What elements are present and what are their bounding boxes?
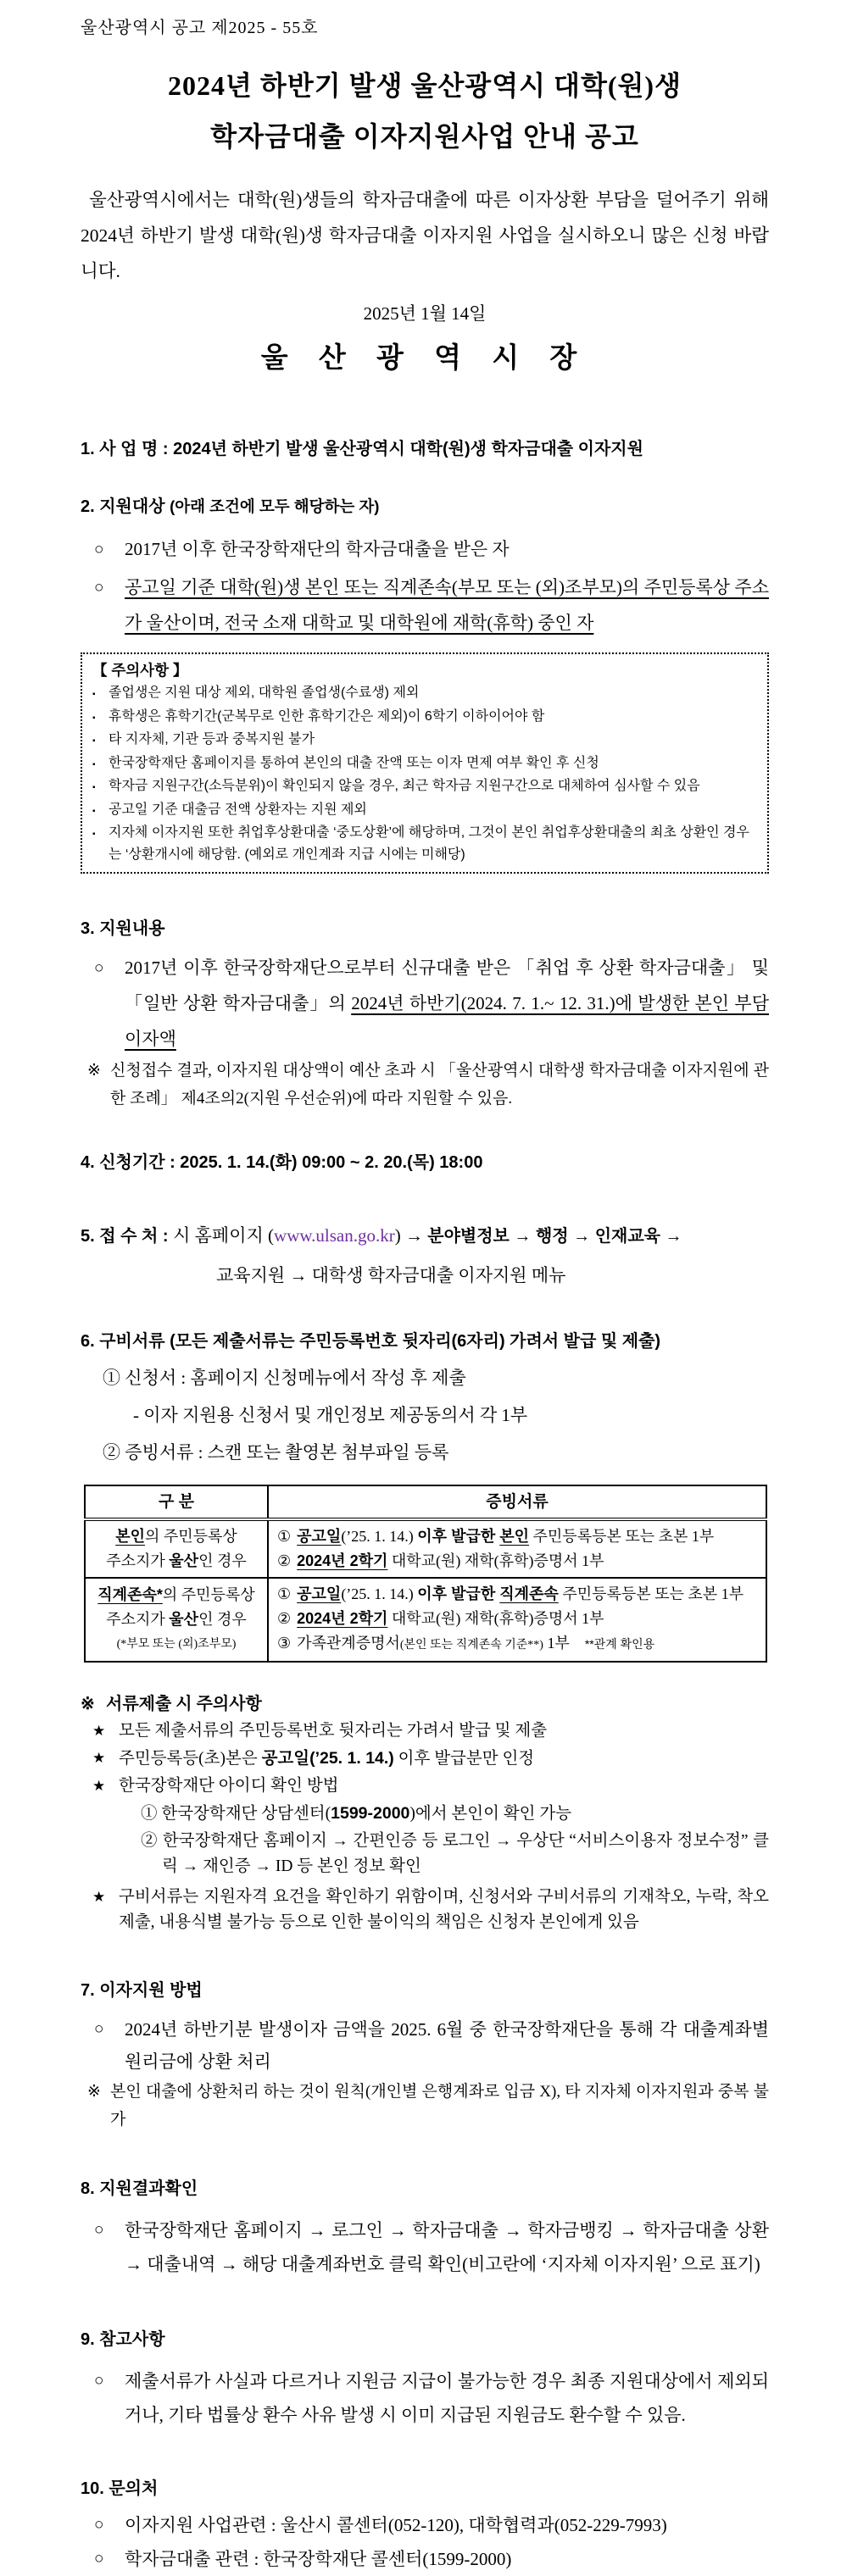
table-header-row	[85, 1485, 766, 1519]
list-item	[81, 2213, 769, 2281]
case-self-line-2	[89, 1549, 264, 1574]
case-self-rest-1: 의 주민등록상	[144, 1528, 237, 1545]
square-bullet-icon: ▪	[92, 759, 96, 769]
callcenter-rest: )에서 본인이 확인 가능	[409, 1805, 572, 1823]
id-check-method-1	[81, 1801, 769, 1827]
docs-self-line-2	[277, 1549, 757, 1574]
docs-issued-after: 이후 발급한	[417, 1528, 500, 1545]
docs-enrollment-rest: 대학교(원) 재학(휴학)증명서 1부	[387, 1552, 604, 1569]
case-self-keyword: 본인	[115, 1528, 145, 1545]
submission-caution-heading	[81, 1691, 769, 1717]
section-5-heading	[81, 1221, 769, 1251]
square-bullet-icon: ▪	[92, 783, 96, 792]
circle-bullet-icon: ○	[94, 2221, 104, 2239]
star-bullet-icon: ★	[92, 1723, 106, 1739]
table-row	[85, 1519, 766, 1578]
docs-date: (’25. 1. 14.)	[341, 1528, 418, 1545]
docs-self-cell	[268, 1519, 766, 1578]
case-self-pre-2: 주소지가	[106, 1552, 170, 1569]
circle-bullet-icon: ○	[94, 2550, 104, 2568]
square-bullet-icon: ▪	[92, 713, 96, 723]
caution-item	[92, 799, 757, 823]
section-2-subtitle: (아래 조건에 모두 해당하는 자)	[170, 497, 380, 515]
reg-copy-pre: 주민등록등(초)본은	[119, 1750, 262, 1768]
square-bullet-icon: ▪	[92, 830, 96, 839]
circled-1-icon: ①	[277, 1528, 292, 1545]
docs-asc-line-2	[277, 1607, 757, 1631]
circled-2-icon: ②	[277, 1552, 292, 1569]
repayment-note-text: 본인 대출에 상환처리 하는 것이 원칙(개인별 은행계좌로 입금 X), 타 지자체 이자지원과 중복 불가	[110, 2083, 769, 2129]
section-7-heading: 7. 이자지원 방법	[81, 1981, 203, 2000]
table-header-category: 구 분	[85, 1485, 268, 1519]
section-4-heading: 4. 신청기간 : 2025. 1. 14.(화) 09:00 ~ 2. 20.(목) 18:00	[81, 1153, 483, 1172]
circle-bullet-icon: ○	[94, 2516, 104, 2534]
required-doc-item-1: ① 신청서 : 홈페이지 신청메뉴에서 작성 후 제출	[103, 1368, 466, 1388]
circle-bullet-icon: ○	[94, 959, 104, 977]
case-ascendant-cell	[85, 1578, 268, 1662]
table-row	[85, 1578, 766, 1662]
docs-date-keyword: 공고일	[297, 1528, 342, 1545]
title-line-2: 학자금대출 이자지원사업 안내 공고	[210, 121, 639, 152]
id-check-method-2: ② 한국장학재단 홈페이지 → 간편인증 등 로그인 → 우상단 “서비스이용자 정보수정” 클릭 → 재인증 → ID 등 본인 정보 확인	[141, 1832, 769, 1875]
caution-item	[92, 752, 757, 776]
square-bullet-icon: ▪	[92, 690, 96, 699]
reference-text: 제출서류가 사실과 다르거나 지원금 지급이 불가능한 경우 최종 지원대상에서 제외되거나, 기타 법률상 환수 사유 발생 시 이미 지급된 지원금도 환수할 수 있음.	[125, 2371, 769, 2425]
docs-semester-keyword: 2024년 2학기	[297, 1552, 388, 1569]
caution-text: 지자체 이자지원 또한 취업후상환대출 ‘중도상환’에 해당하며, 그것이 본인 취업후상환대출의 최초 상환인 경우는 ‘상환개시에 해당함. (예외로 개인계좌 지급 시에는 미해당)	[109, 825, 749, 862]
requirements-table	[84, 1485, 767, 1663]
ulsan-website-link[interactable]: www.ulsan.go.kr	[274, 1225, 395, 1246]
docs-self-rest: 주민등록등본 또는 초본 1부	[529, 1528, 715, 1545]
support-content-text: 2017년 이후 한국장학재단으로부터 신규대출 받은 「취업 후 상환 학자금대출」 및 「일반 상환 학자금대출」의	[125, 958, 769, 1013]
section-6-heading: 6. 구비서류 (모든 제출서류는 주민등록번호 뒷자리(6자리) 가려서 발급 및 제출)	[81, 1332, 661, 1351]
docs-enrollment-rest: 대학교(원) 재학(휴학)증명서 1부	[387, 1610, 604, 1627]
case-asc-ulsan: 울산	[169, 1611, 199, 1628]
issuer-name: 울 산 광 역 시 장	[260, 343, 589, 374]
section-8-heading: 8. 지원결과확인	[81, 2179, 198, 2198]
case-self-rest-2: 인 경우	[198, 1552, 247, 1569]
intro-paragraph: 울산광역시에서는 대학(원)생들의 학자금대출에 따른 이자상환 부담을 덜어주기 위해 2024년 하반기 발생 대학(원)생 학자금대출 이자지원 사업을 실시하오니 많은 신청 바랍니다.	[81, 190, 769, 281]
list-item	[81, 2013, 769, 2078]
relation-check-note: **관계 확인용	[584, 1637, 655, 1651]
caution-box	[81, 652, 769, 874]
menu-path-line-2: 교육지원 → 대학생 학자금대출 이자지원 메뉴	[216, 1265, 566, 1285]
required-doc-item-2: ② 증빙서류 : 스캔 또는 촬영본 첨부파일 등록	[103, 1442, 449, 1463]
required-doc-item-1-sub: - 이자 지원용 신청서 및 개인정보 제공동의서 각 1부	[133, 1405, 528, 1425]
case-self-cell	[85, 1519, 268, 1578]
list-item	[81, 569, 769, 641]
case-asc-rest-1: 의 주민등록상	[162, 1586, 255, 1603]
family-cert-count: 1부	[543, 1635, 570, 1652]
eligibility-item-1: 2017년 이후 한국장학재단의 학자금대출을 받은 자	[125, 539, 510, 559]
docs-semester-keyword: 2024년 2학기	[297, 1610, 388, 1627]
caution-item	[92, 775, 757, 799]
budget-note	[81, 1057, 769, 1113]
case-asc-rest-2: 인 경우	[198, 1611, 247, 1628]
caution-text: 졸업생은 지원 대상 제외, 대학원 졸업생(수료생) 제외	[109, 686, 420, 700]
budget-note-text: 신청접수 결과, 이자지원 대상액이 예산 초과 시 「울산광역시 대학생 학자금대출 이자지원에 관한 조례」 제4조의2(지원 우선순위)에 따라 지원할 수 있음.	[110, 1062, 769, 1108]
reg-copy-date: 공고일(’25. 1. 14.)	[261, 1749, 394, 1768]
star-item-text	[119, 1746, 769, 1772]
family-cert-text: 가족관계증명서	[297, 1635, 400, 1652]
eligibility-item-2: 공고일 기준 대학(원)생 본인 또는 직계존속(부모 또는 (외)조부모)의 주민등록상 주소가 울산이며, 전국 소재 대학교 및 대학원에 재학(휴학) 중인 자	[125, 577, 769, 633]
table-header-documents: 증빙서류	[268, 1485, 766, 1519]
list-item	[81, 950, 769, 1057]
star-bullet-icon: ★	[92, 1889, 106, 1905]
caution-item	[92, 729, 757, 752]
caution-text: 공고일 기준 대출금 전액 상환자는 지원 제외	[109, 802, 367, 817]
case-self-ulsan: 울산	[169, 1552, 199, 1569]
case-self-line-1	[89, 1524, 264, 1549]
square-bullet-icon: ▪	[92, 806, 96, 816]
homepage-text: 시 홈페이지 (	[173, 1225, 275, 1246]
docs-date: (’25. 1. 14.)	[341, 1585, 418, 1602]
support-content	[125, 950, 769, 1057]
star-item	[81, 1774, 769, 1799]
notice-number: 울산광역시 공고 제2025 - 55호	[81, 19, 319, 37]
section-10-heading: 10. 문의처	[81, 2479, 159, 2498]
result-check-path: 한국장학재단 홈페이지 → 로그인 → 학자금대출 → 학자금뱅킹 → 학자금대출 상환 → 대출내역 → 해당 대출계좌번호 클릭 확인(비고란에 ‘지자체 이자지원’ 으로 표기)	[125, 2220, 769, 2274]
circle-bullet-icon: ○	[94, 579, 104, 597]
arrow-text: ) →	[394, 1225, 428, 1246]
callcenter-number: 1599-2000	[331, 1804, 410, 1823]
section-9-heading: 9. 참고사항	[81, 2330, 165, 2349]
reg-copy-rest: 이후 발급분만 인정	[393, 1750, 535, 1768]
section-1-heading: 1. 사 업 명 : 2024년 하반기 발생 울산광역시 대학(원)생 학자금대출 이자지원	[81, 440, 643, 458]
interest-method-text: 2024년 하반기분 발생이자 금액을 2025. 6월 중 한국장학재단을 통해 각 대출계좌별 원리금에 상환 처리	[125, 2019, 769, 2072]
square-bullet-icon: ▪	[92, 736, 96, 746]
docs-date-keyword: 공고일	[297, 1585, 342, 1602]
list-item	[81, 531, 769, 568]
caution-text: 휴학생은 휴학기간(군복무로 인한 휴학기간은 제외)이 6학기 이하이어야 함	[109, 708, 545, 724]
caution-text: 한국장학재단 홈페이지를 통하여 본인의 대출 잔액 또는 이자 면제 여부 확인 후 신청	[109, 755, 599, 770]
star-item	[81, 1885, 769, 1935]
case-asc-pre-2: 주소지가	[106, 1611, 170, 1628]
docs-self-keyword: 본인	[499, 1528, 530, 1545]
docs-asc-line-1	[277, 1582, 757, 1607]
section-5-label: 5. 접 수 처 :	[81, 1227, 174, 1246]
section-2-heading	[81, 494, 769, 519]
circle-bullet-icon: ○	[94, 2020, 104, 2038]
reference-mark-icon: ※	[81, 1695, 95, 1713]
page-title	[81, 60, 769, 162]
submission-caution-title: 서류제출 시 주의사항	[106, 1695, 262, 1713]
circled-3-icon: ③	[277, 1635, 292, 1652]
reference-mark-icon: ※	[87, 2083, 101, 2101]
star-bullet-icon: ★	[92, 1750, 106, 1766]
case-asc-footnote: (*부모 또는 (외)조부모)	[116, 1638, 237, 1651]
list-item	[81, 2364, 769, 2432]
circle-bullet-icon: ○	[94, 541, 104, 558]
repayment-note	[81, 2078, 769, 2134]
case-asc-line-2	[89, 1607, 264, 1632]
case-asc-keyword: 직계존속*	[97, 1586, 163, 1603]
caution-item	[92, 682, 757, 706]
case-asc-line-1	[89, 1583, 264, 1607]
star-item	[81, 1746, 769, 1772]
caution-item	[92, 706, 757, 730]
star-item	[81, 1718, 769, 1744]
docs-issued-after: 이후 발급한	[417, 1585, 500, 1602]
support-content-underlined: 2024년 하반기(2024. 7. 1.~ 12. 31.)에 발생한 본인 부담 이자액	[125, 993, 770, 1049]
menu-path-bold: 분야별정보 → 행정 → 인재교육 →	[427, 1227, 682, 1246]
caution-item	[92, 822, 757, 865]
docs-asc-line-3	[277, 1631, 757, 1657]
list-item	[81, 2508, 769, 2542]
title-line-1: 2024년 하반기 발생 울산광역시 대학(원)생	[168, 70, 682, 101]
contact-student-loan: 학자금대출 관련 : 한국장학재단 콜센터(1599-2000)	[125, 2549, 512, 2569]
caution-box-title: 【 주의사항 】	[92, 662, 188, 679]
caution-text: 학자금 지원구간(소득분위)이 확인되지 않을 경우, 최근 학자금 지원구간으로 대체하여 심사할 수 있음	[109, 779, 700, 793]
announcement-date: 2025년 1월 14일	[363, 303, 487, 324]
circled-1-icon: ①	[277, 1585, 292, 1602]
star-item-text: 한국장학재단 아이디 확인 방법	[119, 1777, 339, 1795]
docs-asc-rest: 주민등록등본 또는 초본 1부	[558, 1585, 744, 1602]
section-2-title: 2. 지원대상	[81, 497, 165, 516]
contact-interest-support: 이자지원 사업관련 : 울산시 콜센터(052-120), 대학협력과(052-229-7993)	[125, 2515, 667, 2535]
docs-asc-keyword: 직계존속	[499, 1585, 559, 1602]
reference-mark-icon: ※	[87, 1062, 101, 1080]
star-item-text: 구비서류는 지원자격 요건을 확인하기 위함이며, 신청서와 구비서류의 기재착오, 누락, 착오 제출, 내용식별 불가능 등으로 인한 불이익의 책임은 신청자 본인에게 있음	[119, 1888, 769, 1931]
circle-bullet-icon: ○	[94, 2372, 104, 2390]
family-cert-basis: (본인 또는 직계존속 기준**)	[399, 1639, 543, 1652]
section-3-heading: 3. 지원내용	[81, 919, 165, 938]
star-bullet-icon: ★	[92, 1778, 106, 1794]
circled-2-icon: ②	[277, 1610, 292, 1627]
list-item	[81, 2542, 769, 2576]
docs-ascendant-cell	[268, 1578, 766, 1662]
star-item-text: 모든 제출서류의 주민등록번호 뒷자리는 가려서 발급 및 제출	[119, 1722, 548, 1740]
caution-text: 타 지자체, 기관 등과 중복지원 불가	[109, 732, 315, 747]
callcenter-pre: ① 한국장학재단 상담센터(	[141, 1805, 331, 1823]
docs-self-line-1	[277, 1524, 757, 1549]
